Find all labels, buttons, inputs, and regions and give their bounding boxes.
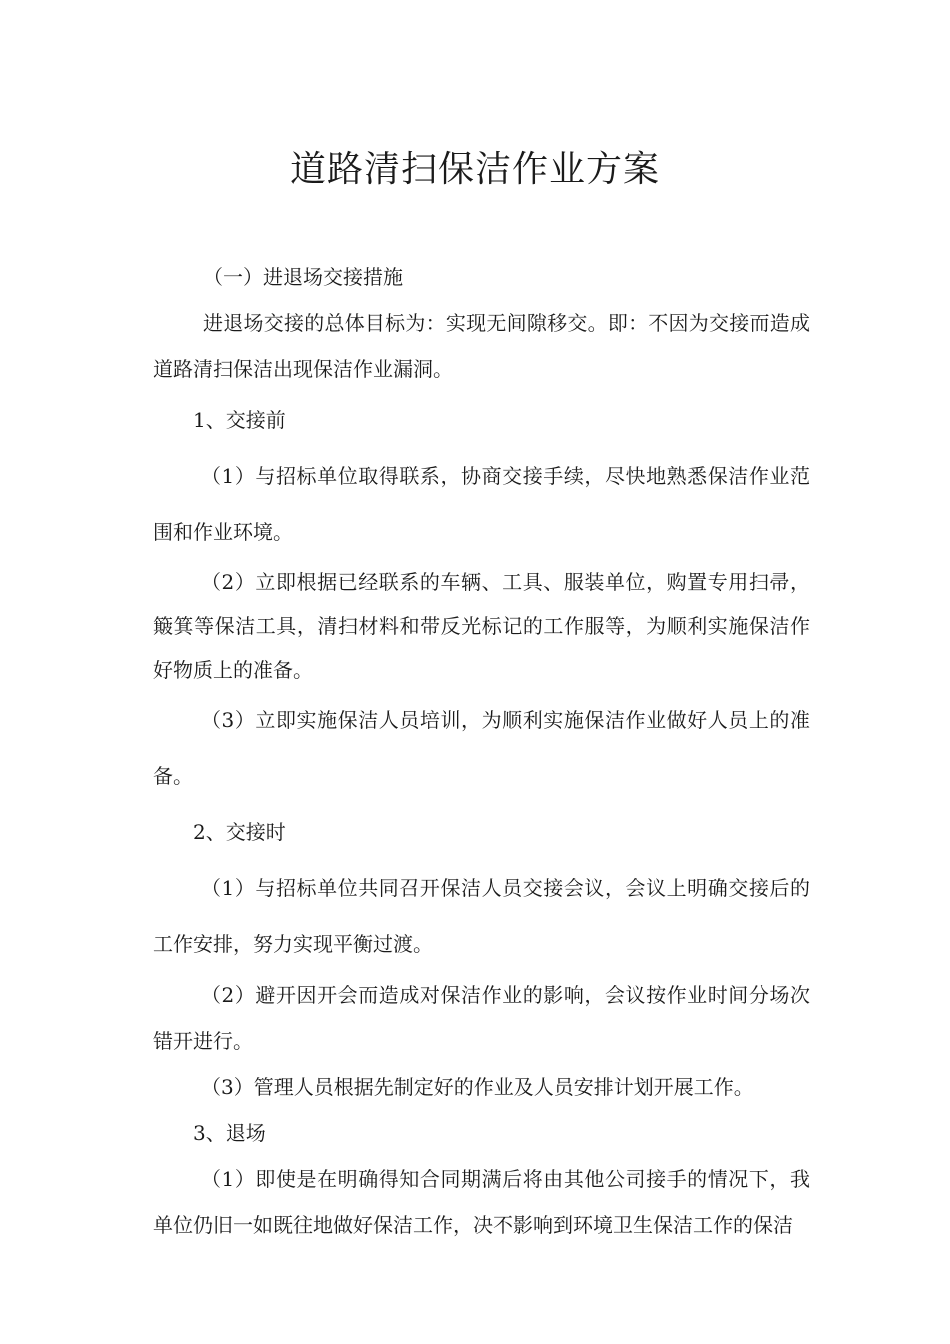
document-title: 道路清扫保洁作业方案 — [289, 149, 660, 190]
paragraph: （3）管理人员根据先制定好的作业及人员安排计划开展工作。 — [201, 1075, 754, 1099]
paragraph: （2）避开因开会而造成对保洁作业的影响，会议按作业时间分场次错开进行。 — [153, 983, 810, 1053]
document-body — [153, 254, 810, 1248]
paragraph: （2）立即根据已经联系的车辆、工具、服装单位，购置专用扫帚，簸箕等保洁工具，清扫材料和带反光标记的工作服等，为顺利实施保洁作好物质上的准备。 — [153, 570, 810, 682]
paragraph: 进退场交接的总体目标为：实现无间隙移交。即：不因为交接而造成道路清扫保洁出现保洁作业漏洞。 — [153, 311, 810, 381]
paragraph: （1）与招标单位取得联系，协商交接手续，尽快地熟悉保洁作业范围和作业环境。 — [153, 464, 810, 544]
subsection-heading: 3、退场 — [193, 1121, 266, 1145]
subsection-heading: 2、交接时 — [193, 820, 286, 844]
section-heading: （一）进退场交接措施 — [203, 265, 403, 289]
subsection-heading: 1、交接前 — [193, 408, 286, 432]
paragraph: （3）立即实施保洁人员培训，为顺利实施保洁作业做好人员上的准备。 — [153, 708, 810, 788]
paragraph: （1）即使是在明确得知合同期满后将由其他公司接手的情况下，我单位仍旧一如既往地做好保洁工作，决不影响到环境卫生保洁工作的保洁 — [153, 1167, 810, 1237]
paragraph: （1）与招标单位共同召开保洁人员交接会议，会议上明确交接后的工作安排，努力实现平衡过渡。 — [153, 876, 810, 956]
